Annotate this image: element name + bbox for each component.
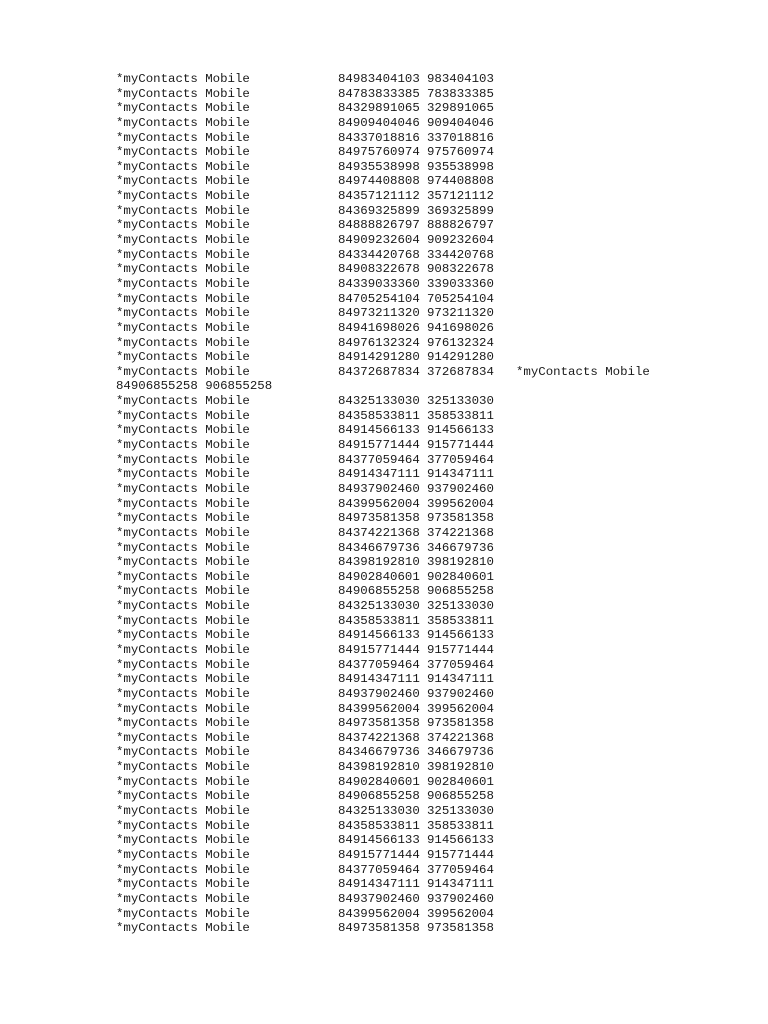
international-number: 84888826797 bbox=[338, 218, 420, 233]
contact-label: *myContacts Mobile bbox=[116, 833, 250, 848]
local-number: 377059464 bbox=[427, 657, 494, 672]
contact-label: *myContacts Mobile bbox=[116, 511, 250, 526]
local-number: 369325899 bbox=[427, 203, 494, 218]
local-number: 908322678 bbox=[427, 262, 494, 277]
contact-label: *myContacts Mobile bbox=[116, 350, 250, 365]
local-number: 975760974 bbox=[427, 145, 494, 160]
contact-label: *myContacts Mobile bbox=[116, 818, 250, 833]
international-number: 84906855258 bbox=[338, 789, 420, 804]
local-number: 976132324 bbox=[427, 335, 494, 350]
contact-label: *myContacts Mobile bbox=[116, 438, 250, 453]
contact-label: *myContacts Mobile bbox=[116, 72, 250, 86]
contact-label: *myContacts Mobile bbox=[116, 320, 250, 335]
local-number: 909404046 bbox=[427, 115, 494, 130]
local-number: 914291280 bbox=[427, 350, 494, 365]
contact-label: *myContacts Mobile bbox=[116, 789, 250, 804]
contact-label: *myContacts Mobile bbox=[116, 921, 250, 936]
international-number: 84705254104 bbox=[338, 291, 420, 306]
contact-label: *myContacts Mobile bbox=[116, 540, 250, 555]
contact-label: *myContacts Mobile bbox=[116, 599, 250, 614]
local-number: 888826797 bbox=[427, 218, 494, 233]
international-number: 84915771444 bbox=[338, 642, 420, 657]
contact-label: *myContacts Mobile bbox=[116, 115, 250, 130]
international-number: 84975760974 bbox=[338, 145, 420, 160]
local-number: 783833385 bbox=[427, 86, 494, 101]
local-number: 374221368 bbox=[427, 525, 494, 540]
international-number: 84941698026 bbox=[338, 320, 420, 335]
local-number: 914566133 bbox=[427, 423, 494, 438]
international-number: 84325133030 bbox=[338, 599, 420, 614]
international-number: 84976132324 bbox=[338, 335, 420, 350]
contact-label: *myContacts Mobile bbox=[116, 613, 250, 628]
local-number: 906855258 bbox=[427, 789, 494, 804]
local-number: 915771444 bbox=[427, 847, 494, 862]
international-number: 84399562004 bbox=[338, 906, 420, 921]
contact-label: *myContacts Mobile bbox=[116, 203, 250, 218]
contact-label: *myContacts Mobile bbox=[116, 467, 250, 482]
local-number: 399562004 bbox=[427, 906, 494, 921]
contact-label: *myContacts Mobile bbox=[116, 701, 250, 716]
international-number: 84325133030 bbox=[338, 394, 420, 409]
contact-label: *myContacts Mobile bbox=[116, 481, 250, 496]
international-number: 84358533811 bbox=[338, 818, 420, 833]
contact-label: *myContacts Mobile bbox=[116, 408, 250, 423]
international-number: 84914291280 bbox=[338, 350, 420, 365]
local-number: 325133030 bbox=[427, 804, 494, 819]
local-number: 357121112 bbox=[427, 189, 494, 204]
local-number: 339033360 bbox=[427, 276, 494, 291]
local-number: 329891065 bbox=[427, 101, 494, 116]
local-number: 973211320 bbox=[427, 306, 494, 321]
contact-label-extra: *myContacts Mobile bbox=[516, 364, 650, 379]
contact-label: *myContacts Mobile bbox=[116, 891, 250, 906]
international-number: 84902840601 bbox=[338, 774, 420, 789]
local-number: 325133030 bbox=[427, 599, 494, 614]
contact-label: *myContacts Mobile bbox=[116, 804, 250, 819]
local-number: 914347111 bbox=[427, 672, 494, 687]
contact-label: *myContacts Mobile bbox=[116, 423, 250, 438]
local-number: 377059464 bbox=[427, 452, 494, 467]
local-number: 906855258 bbox=[427, 584, 494, 599]
contact-label: *myContacts Mobile bbox=[116, 862, 250, 877]
contact-label: *myContacts Mobile bbox=[116, 335, 250, 350]
international-number: 84906855258 bbox=[338, 584, 420, 599]
contact-label: *myContacts Mobile bbox=[116, 672, 250, 687]
international-number: 84399562004 bbox=[338, 496, 420, 511]
contact-label: *myContacts Mobile bbox=[116, 130, 250, 145]
local-number: 937902460 bbox=[427, 891, 494, 906]
contact-label: *myContacts Mobile bbox=[116, 716, 250, 731]
contact-label: *myContacts Mobile bbox=[116, 555, 250, 570]
international-number: 84973581358 bbox=[338, 716, 420, 731]
contact-label: *myContacts Mobile bbox=[116, 452, 250, 467]
contact-label: *myContacts Mobile bbox=[116, 686, 250, 701]
international-number: 84783833385 bbox=[338, 86, 420, 101]
international-number: 84358533811 bbox=[338, 408, 420, 423]
contact-label: *myContacts Mobile bbox=[116, 394, 250, 409]
international-number: 84914566133 bbox=[338, 628, 420, 643]
local-number: 346679736 bbox=[427, 745, 494, 760]
contact-label: *myContacts Mobile bbox=[116, 584, 250, 599]
contact-label: *myContacts Mobile bbox=[116, 657, 250, 672]
international-number: 84973211320 bbox=[338, 306, 420, 321]
international-number: 84369325899 bbox=[338, 203, 420, 218]
contact-label: *myContacts Mobile bbox=[116, 745, 250, 760]
contact-label: *myContacts Mobile bbox=[116, 189, 250, 204]
wrapped-number-text: 84906855258 906855258 bbox=[116, 379, 273, 394]
international-number: 84937902460 bbox=[338, 481, 420, 496]
international-number: 84914566133 bbox=[338, 833, 420, 848]
contact-label: *myContacts Mobile bbox=[116, 101, 250, 116]
international-number: 84325133030 bbox=[338, 804, 420, 819]
contact-label: *myContacts Mobile bbox=[116, 760, 250, 775]
international-number: 84398192810 bbox=[338, 555, 420, 570]
local-number: 399562004 bbox=[427, 701, 494, 716]
local-number: 937902460 bbox=[427, 686, 494, 701]
international-number: 84358533811 bbox=[338, 613, 420, 628]
contact-label: *myContacts Mobile bbox=[116, 877, 250, 892]
contact-label: *myContacts Mobile bbox=[116, 174, 250, 189]
local-number: 941698026 bbox=[427, 320, 494, 335]
local-number: 973581358 bbox=[427, 921, 494, 936]
international-number: 84914347111 bbox=[338, 672, 420, 687]
contact-label: *myContacts Mobile bbox=[116, 642, 250, 657]
international-number: 84973581358 bbox=[338, 921, 420, 936]
international-number: 84339033360 bbox=[338, 276, 420, 291]
international-number: 84398192810 bbox=[338, 760, 420, 775]
local-number: 915771444 bbox=[427, 642, 494, 657]
international-number: 84374221368 bbox=[338, 730, 420, 745]
local-number: 705254104 bbox=[427, 291, 494, 306]
local-number: 937902460 bbox=[427, 481, 494, 496]
contact-label: *myContacts Mobile bbox=[116, 906, 250, 921]
contact-label: *myContacts Mobile bbox=[116, 525, 250, 540]
international-number: 84377059464 bbox=[338, 657, 420, 672]
international-number: 84374221368 bbox=[338, 525, 420, 540]
local-number: 358533811 bbox=[427, 408, 494, 423]
local-number: 935538998 bbox=[427, 159, 494, 174]
international-number: 84973581358 bbox=[338, 511, 420, 526]
international-number: 84937902460 bbox=[338, 891, 420, 906]
international-number: 84914347111 bbox=[338, 877, 420, 892]
international-number: 84399562004 bbox=[338, 701, 420, 716]
local-number: 983404103 bbox=[427, 72, 494, 86]
international-number: 84337018816 bbox=[338, 130, 420, 145]
international-number: 84914566133 bbox=[338, 423, 420, 438]
local-number: 374221368 bbox=[427, 730, 494, 745]
contact-label: *myContacts Mobile bbox=[116, 218, 250, 233]
local-number: 973581358 bbox=[427, 511, 494, 526]
international-number: 84909404046 bbox=[338, 115, 420, 130]
local-number: 914347111 bbox=[427, 467, 494, 482]
local-number: 398192810 bbox=[427, 760, 494, 775]
local-number: 372687834 bbox=[427, 364, 494, 379]
international-number: 84357121112 bbox=[338, 189, 420, 204]
contact-label: *myContacts Mobile bbox=[116, 145, 250, 160]
international-number: 84983404103 bbox=[338, 72, 420, 86]
international-number: 84914347111 bbox=[338, 467, 420, 482]
local-number: 358533811 bbox=[427, 818, 494, 833]
contact-label: *myContacts Mobile bbox=[116, 276, 250, 291]
contact-label: *myContacts Mobile bbox=[116, 730, 250, 745]
international-number: 84346679736 bbox=[338, 540, 420, 555]
international-number: 84908322678 bbox=[338, 262, 420, 277]
local-number: 902840601 bbox=[427, 774, 494, 789]
local-number: 902840601 bbox=[427, 569, 494, 584]
contact-label: *myContacts Mobile bbox=[116, 159, 250, 174]
local-number: 973581358 bbox=[427, 716, 494, 731]
contact-label: *myContacts Mobile bbox=[116, 774, 250, 789]
contact-label: *myContacts Mobile bbox=[116, 569, 250, 584]
local-number: 325133030 bbox=[427, 394, 494, 409]
local-number: 399562004 bbox=[427, 496, 494, 511]
contact-label: *myContacts Mobile bbox=[116, 247, 250, 262]
local-number: 915771444 bbox=[427, 438, 494, 453]
contact-label: *myContacts Mobile bbox=[116, 496, 250, 511]
contact-label: *myContacts Mobile bbox=[116, 628, 250, 643]
international-number: 84915771444 bbox=[338, 847, 420, 862]
international-number: 84915771444 bbox=[338, 438, 420, 453]
international-number: 84377059464 bbox=[338, 862, 420, 877]
local-number: 914347111 bbox=[427, 877, 494, 892]
contact-label: *myContacts Mobile bbox=[116, 364, 250, 379]
local-number: 909232604 bbox=[427, 233, 494, 248]
international-number: 84935538998 bbox=[338, 159, 420, 174]
contact-label: *myContacts Mobile bbox=[116, 86, 250, 101]
local-number: 914566133 bbox=[427, 628, 494, 643]
international-number: 84937902460 bbox=[338, 686, 420, 701]
local-number: 914566133 bbox=[427, 833, 494, 848]
international-number: 84334420768 bbox=[338, 247, 420, 262]
international-number: 84372687834 bbox=[338, 364, 420, 379]
contact-label: *myContacts Mobile bbox=[116, 306, 250, 321]
international-number: 84974408808 bbox=[338, 174, 420, 189]
local-number: 358533811 bbox=[427, 613, 494, 628]
contact-label: *myContacts Mobile bbox=[116, 847, 250, 862]
contact-label: *myContacts Mobile bbox=[116, 262, 250, 277]
international-number: 84377059464 bbox=[338, 452, 420, 467]
local-number: 398192810 bbox=[427, 555, 494, 570]
international-number: 84909232604 bbox=[338, 233, 420, 248]
local-number: 334420768 bbox=[427, 247, 494, 262]
contact-label: *myContacts Mobile bbox=[116, 233, 250, 248]
local-number: 974408808 bbox=[427, 174, 494, 189]
local-number: 377059464 bbox=[427, 862, 494, 877]
international-number: 84902840601 bbox=[338, 569, 420, 584]
local-number: 346679736 bbox=[427, 540, 494, 555]
contact-label: *myContacts Mobile bbox=[116, 291, 250, 306]
local-number: 337018816 bbox=[427, 130, 494, 145]
international-number: 84346679736 bbox=[338, 745, 420, 760]
international-number: 84329891065 bbox=[338, 101, 420, 116]
